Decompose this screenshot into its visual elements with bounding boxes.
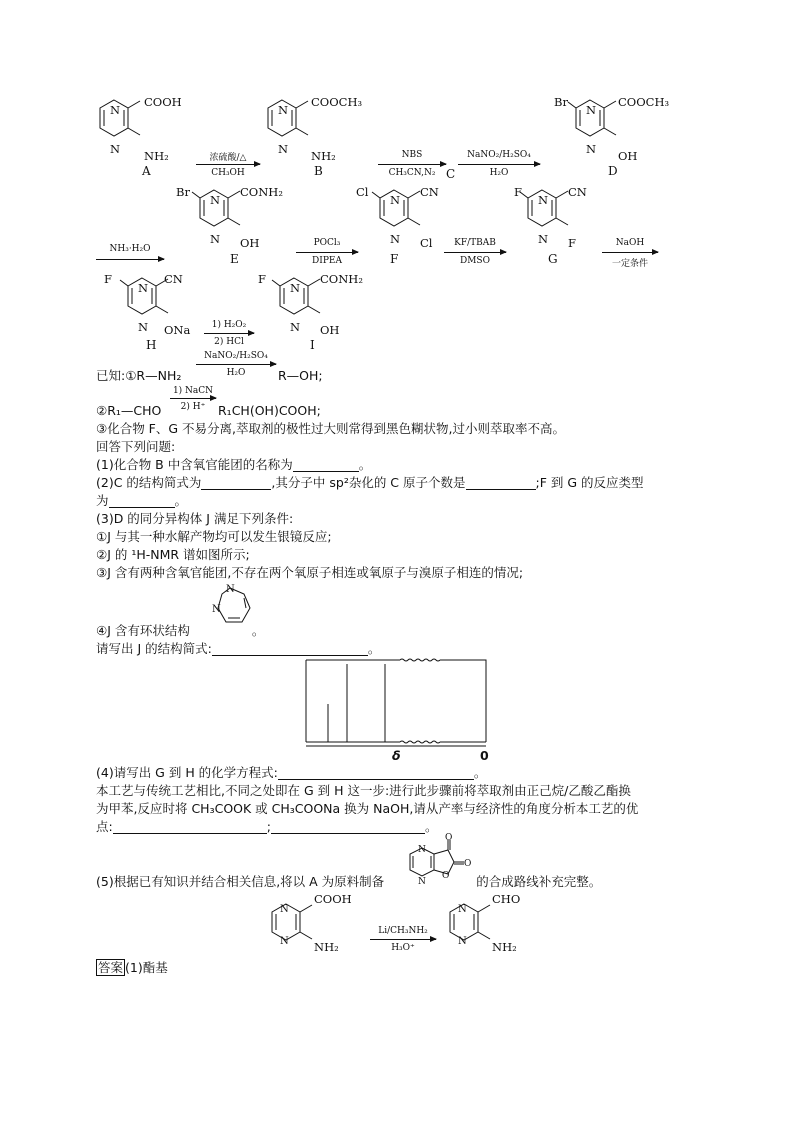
compound-i-label: I: [310, 338, 315, 352]
known-line3: ③化合物 F、G 不易分离,萃取剂的极性过大则常得到黑色糊状物,过小则萃取率不高。: [96, 421, 565, 436]
known2-arrow-bottom: 2) H⁺: [180, 402, 206, 412]
question-2: [96, 475, 644, 490]
compound-a-sub1: COOH: [144, 95, 182, 109]
compound-g-label: G: [548, 252, 558, 266]
atom-n: N: [138, 281, 149, 295]
q2-blank-type[interactable]: [109, 495, 175, 508]
svg-text:N: N: [458, 936, 467, 947]
compound-h-label: H: [146, 338, 157, 352]
q2-blank-sp2[interactable]: [466, 477, 536, 490]
arrow-bc-bottom: CH₃CN,N₂: [388, 168, 436, 178]
atom-n: N: [210, 193, 221, 207]
q5-text-a: (5)根据已有知识并结合相关信息,将以 A 为原料制备: [96, 874, 385, 889]
q4-blank-adv1[interactable]: [113, 821, 267, 834]
q5-pr-sub1: CHO: [492, 892, 521, 906]
compound-a-label: A: [142, 164, 151, 178]
q1-text: (1)化合物 B 中含氧官能团的名称为: [96, 457, 293, 472]
compound-b-sub2: NH₂: [311, 149, 336, 163]
q3-condition-3: ③J 含有两种含氧官能团,不存在两个氧原子相连或氧原子与溴原子相连的情况;: [96, 565, 524, 580]
arrow-gh-top: NaOH: [615, 238, 645, 248]
q1-end: 。: [358, 457, 372, 472]
q3-condition-1: ①J 与其一种水解产物均可以发生银镜反应;: [96, 529, 332, 544]
q1-blank[interactable]: [293, 459, 359, 472]
arrow-cd: [458, 164, 540, 165]
compound-e-label: E: [230, 252, 239, 266]
q2-text-c: ;F 到 G 的反应类型: [535, 475, 644, 490]
compound-f-sub1: CN: [420, 185, 439, 199]
target-carbonyl-o: O: [464, 859, 472, 869]
q2-text-d: 为: [96, 493, 109, 508]
atom-n: N: [278, 103, 289, 117]
q2-blank-c[interactable]: [201, 477, 271, 490]
question-4: [96, 765, 486, 780]
q4-text: (4)请写出 G 到 H 的化学方程式:: [96, 765, 278, 780]
q5-arrow-top: Li/CH₃NH₂: [378, 926, 428, 936]
atom-n: N: [110, 103, 121, 117]
q3-c4-end: 。: [251, 623, 265, 638]
q5-sm-sub1: COOH: [314, 892, 352, 906]
q3-c4-text: ④J 含有环状结构: [96, 623, 190, 638]
atom-n: N: [138, 320, 149, 334]
known-line2: ②R₁—CHO: [96, 403, 162, 418]
known-line1-product: R—OH;: [278, 368, 323, 383]
atom-n: N: [290, 281, 301, 295]
compound-h-sub2: ONa: [164, 323, 191, 337]
known1-arrow-top: NaNO₂/H₂SO₄: [204, 351, 268, 361]
compound-d-br: Br: [554, 95, 568, 109]
compound-e-br: Br: [176, 185, 190, 199]
svg-text:N: N: [226, 584, 235, 595]
compound-h-sub1: CN: [164, 272, 183, 286]
arrow-ef: [296, 252, 358, 253]
q4-blank[interactable]: [278, 767, 474, 780]
q3-ask: [96, 641, 380, 656]
svg-text:N: N: [280, 936, 289, 947]
arrow-cd-top: NaNO₂/H₂SO₄: [467, 150, 531, 160]
compound-d-sub1: COOCH₃: [618, 95, 670, 109]
known2-arrow-top: 1) NaCN: [172, 386, 214, 396]
q3-condition-2: ②J 的 ¹H-NMR 谱如图所示;: [96, 547, 250, 562]
q4-p3-mid: ;: [266, 819, 271, 834]
arrow-de-bottom: NH₃·H₂O: [109, 244, 151, 254]
q3-ask-end: 。: [367, 641, 381, 656]
atom-n: N: [538, 232, 549, 246]
atom-n: N: [290, 320, 301, 334]
svg-text:N: N: [418, 845, 426, 855]
atom-n: N: [390, 193, 401, 207]
known1-arrow: [196, 364, 276, 365]
atom-n: N: [538, 193, 549, 207]
answer-text: (1)酯基: [125, 960, 168, 975]
atom-n: N: [586, 142, 597, 156]
compound-f-label: F: [390, 252, 399, 266]
svg-text:N: N: [280, 904, 289, 915]
q3-ask-text: 请写出 J 的结构简式:: [96, 641, 212, 656]
arrow-fg-bottom: DMSO: [460, 256, 490, 266]
arrow-ef-bottom: DIPEA: [312, 256, 342, 266]
arrow-bc: [378, 164, 446, 165]
arrow-ab-bottom: CH₃OH: [211, 168, 245, 178]
nmr-spectrum: [300, 656, 492, 762]
q5-arrow: [370, 939, 436, 940]
q2-text-a: (2)C 的结构简式为: [96, 475, 202, 490]
known-line2-product: R₁CH(OH)COOH;: [218, 403, 321, 418]
arrow-gh: [602, 252, 658, 253]
svg-text:N: N: [418, 877, 426, 887]
arrow-hi-bottom: 2) HCl: [214, 337, 244, 347]
q4-paragraph-3: [96, 819, 437, 834]
arrow-cd-bottom: H₂O: [489, 168, 509, 178]
nmr-delta-label: δ: [392, 748, 401, 763]
q4-end: 。: [473, 765, 487, 780]
known2-arrow: [170, 398, 216, 399]
atom-n: N: [110, 142, 121, 156]
target-o: O: [445, 833, 453, 843]
compound-d-sub2: OH: [618, 149, 638, 163]
arrow-ef-top: POCl₃: [313, 238, 341, 248]
q3-blank[interactable]: [212, 643, 368, 656]
question-5: [96, 874, 601, 889]
compound-d-label: D: [608, 164, 618, 178]
answer-label: 答案: [98, 960, 124, 975]
compound-e-sub1: CONH₂: [240, 185, 283, 199]
compound-b-label: B: [314, 164, 323, 178]
arrow-fg-top: KF/TBAB: [454, 238, 496, 248]
compound-i-f: F: [258, 272, 266, 286]
q5-pr-sub2: NH₂: [492, 940, 517, 954]
arrow-hi: [204, 333, 254, 334]
q2-text-b: ,其分子中 sp²杂化的 C 原子个数是: [271, 475, 466, 490]
q4-p3-text: 点:: [96, 819, 113, 834]
compound-g-sub2: F: [568, 236, 576, 250]
compound-i-sub2: OH: [320, 323, 340, 337]
question-2-cont: [96, 493, 187, 508]
q3-condition-4: [96, 623, 264, 638]
compound-g-sub1: CN: [568, 185, 587, 199]
question-3: (3)D 的同分异构体 J 满足下列条件:: [96, 511, 294, 526]
known1-arrow-bottom: H₂O: [226, 368, 246, 378]
q4-blank-adv2[interactable]: [271, 821, 425, 834]
q5-text-b: 的合成路线补充完整。: [476, 874, 602, 889]
reaction-scheme: [0, 90, 794, 370]
atom-n: N: [390, 232, 401, 246]
known-line1: 已知:①R—NH₂: [96, 368, 182, 383]
answer-line: [96, 960, 168, 975]
question-1: [96, 457, 371, 472]
compound-f-sub2: Cl: [420, 236, 433, 250]
arrow-hi-top: 1) H₂O₂: [211, 320, 247, 330]
svg-text:N: N: [212, 604, 221, 615]
q5-arrow-bottom: H₃O⁺: [391, 943, 415, 953]
atom-n: N: [278, 142, 289, 156]
arrow-gh-bottom: 一定条件: [611, 259, 648, 269]
compound-a-sub2: NH₂: [144, 149, 169, 163]
arrow-ab-top: 浓硫酸/△: [209, 153, 247, 163]
arrow-bc-top: NBS: [401, 150, 423, 160]
compound-h-f: F: [104, 272, 112, 286]
compound-i-sub1: CONH₂: [320, 272, 363, 286]
arrow-ab: [196, 164, 260, 165]
target-ring-o: O: [442, 871, 450, 881]
compound-g-f: F: [514, 185, 522, 199]
svg-text:N: N: [458, 904, 467, 915]
arrow-fg: [444, 252, 506, 253]
compound-f-cl: Cl: [356, 185, 369, 199]
questions-intro: 回答下列问题:: [96, 439, 176, 454]
q2-text-e: 。: [174, 493, 188, 508]
compound-b-sub1: COOCH₃: [311, 95, 363, 109]
arrow-de: [96, 259, 164, 260]
q4-p3-end: 。: [424, 819, 438, 834]
q4-paragraph-1: 本工艺与传统工艺相比,不同之处即在 G 到 H 这一步:进行此步骤前将萃取剂由正己烷/乙酸乙酯换: [96, 783, 631, 798]
q4-paragraph-2: 为甲苯,反应时将 CH₃COOK 或 CH₃COONa 换为 NaOH,请从产率与经济性的角度分析本工艺的优: [96, 801, 639, 816]
atom-n: N: [586, 103, 597, 117]
nmr-zero-label: 0: [480, 748, 489, 763]
q5-sm-sub2: NH₂: [314, 940, 339, 954]
atom-n: N: [210, 232, 221, 246]
compound-e-sub2: OH: [240, 236, 260, 250]
compound-c-label: C: [446, 167, 456, 181]
